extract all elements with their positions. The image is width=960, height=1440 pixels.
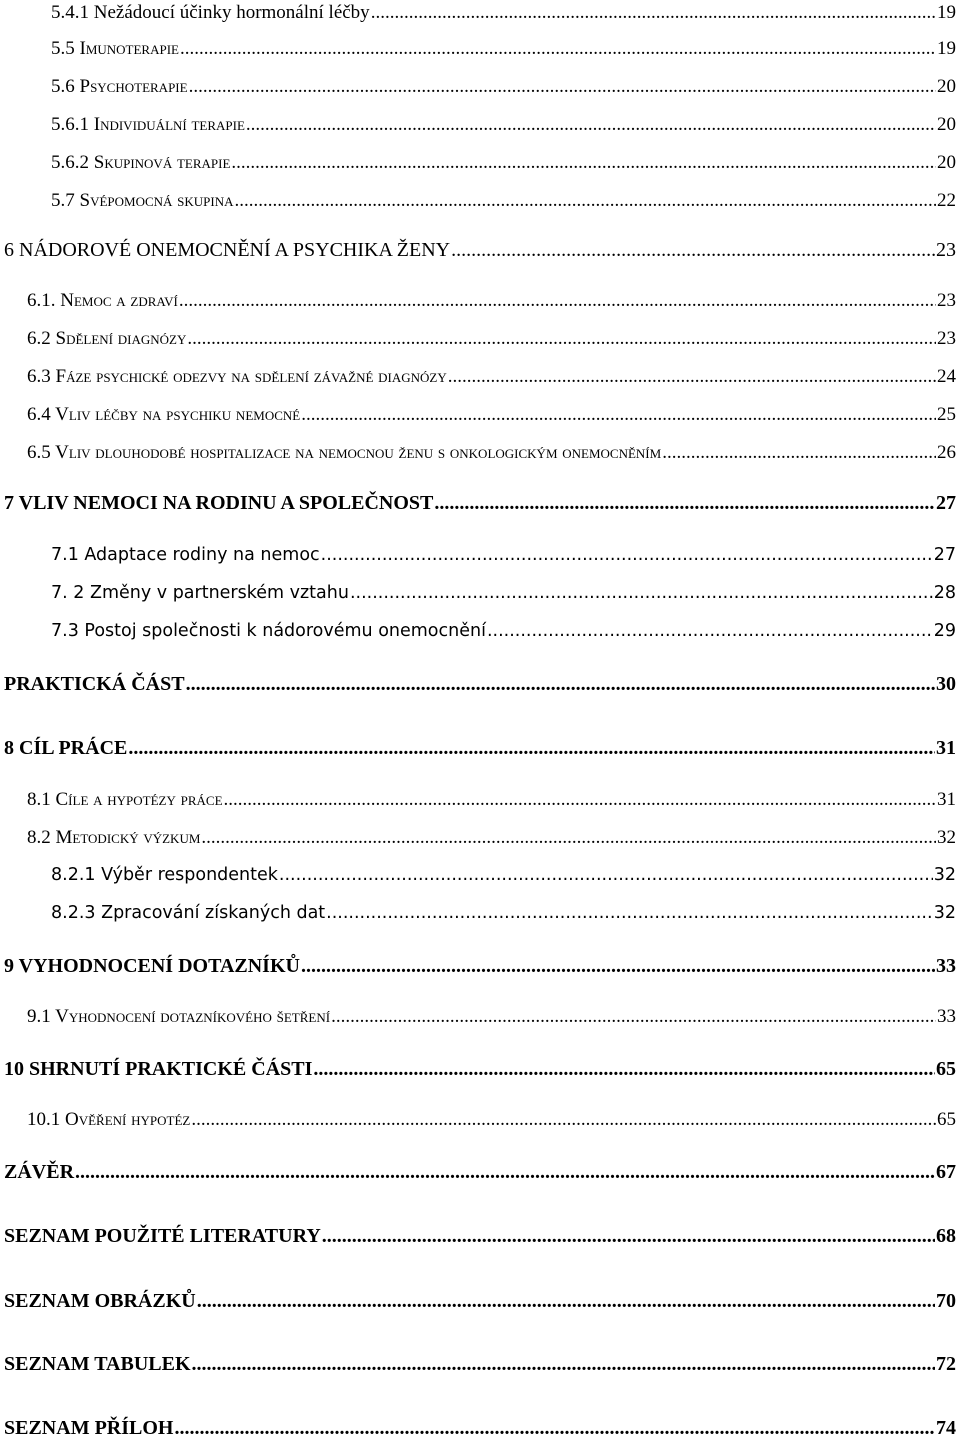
toc-entry-5-6[interactable] <box>51 76 956 98</box>
dot-leader <box>321 545 933 565</box>
toc-entry-7-1[interactable] <box>51 545 956 565</box>
dot-leader <box>192 1353 935 1376</box>
toc-entry-seznam-tabulek[interactable] <box>4 1353 956 1376</box>
toc-entry-title: 6.4 Vliv léčby na psychiku nemocné <box>27 404 301 425</box>
dot-leader <box>128 737 935 760</box>
toc-entry-seznam-literatury[interactable] <box>4 1225 956 1248</box>
toc-entry-title: 6.2 Sdělení diagnózy <box>27 328 187 349</box>
toc-entry-page: 25 <box>937 404 956 425</box>
toc-entry-page: 27 <box>936 492 956 514</box>
toc-entry-seznam-priloh[interactable] <box>4 1417 956 1440</box>
dot-leader <box>174 1417 935 1440</box>
dot-leader <box>201 827 936 849</box>
toc-entry-title: 5.6 Psychoterapie <box>51 76 188 97</box>
toc-entry-page: 23 <box>937 328 956 349</box>
toc-entry-page: 67 <box>936 1161 956 1183</box>
toc-entry-6-4[interactable] <box>27 404 956 426</box>
toc-entry-page: 24 <box>937 366 956 387</box>
dot-leader <box>235 190 936 212</box>
dot-leader <box>75 1161 935 1184</box>
dot-leader <box>322 1225 935 1248</box>
toc-entry-title: 8.2.1 Výběr respondentek <box>51 865 278 885</box>
toc-entry-page: 74 <box>936 1417 956 1439</box>
toc-entry-page: 32 <box>937 827 956 848</box>
toc-entry-prakticka-cast[interactable] <box>4 673 956 696</box>
toc-entry-page: 68 <box>936 1225 956 1247</box>
toc-entry-title: 8 CÍL PRÁCE <box>4 737 128 759</box>
toc-entry-page: 33 <box>936 955 956 977</box>
toc-entry-page: 70 <box>936 1290 956 1312</box>
toc-entry-6-1[interactable] <box>27 290 956 312</box>
toc-entry-title: 5.6.2 Skupinová terapie <box>51 152 231 173</box>
dot-leader <box>231 152 936 174</box>
toc-entry-5-5[interactable] <box>51 38 956 60</box>
toc-entry-page: 23 <box>937 290 956 311</box>
toc-entry-page: 20 <box>937 114 956 135</box>
dot-leader <box>246 114 936 136</box>
toc-entry-10[interactable] <box>4 1058 956 1081</box>
toc-entry-title: 7. 2 Změny v partnerském vztahu <box>51 583 349 603</box>
toc-entry-title: PRAKTICKÁ ČÁST <box>4 673 185 695</box>
toc-entry-page: 31 <box>936 737 956 759</box>
toc-entry-page: 20 <box>937 76 956 97</box>
dot-leader <box>301 404 936 426</box>
toc-entry-title: 5.4.1 Nežádoucí účinky hormonální léčby <box>51 2 370 23</box>
toc-entry-page: 33 <box>937 1006 956 1027</box>
dot-leader <box>301 955 935 978</box>
dot-leader <box>279 865 933 885</box>
dot-leader <box>350 583 933 603</box>
toc-entry-title: 7 VLIV NEMOCI NA RODINU A SPOLEČNOST <box>4 492 434 514</box>
toc-entry-title: SEZNAM OBRÁZKŮ <box>4 1290 196 1312</box>
dot-leader <box>451 239 935 262</box>
toc-entry-title: 8.1 Cíle a hypotézy práce <box>27 789 223 810</box>
toc-entry-title: 10 SHRNUTÍ PRAKTICKÉ ČÁSTI <box>4 1058 313 1080</box>
toc-entry-8-1[interactable] <box>27 789 956 811</box>
toc-entry-9-1[interactable] <box>27 1006 956 1028</box>
dot-leader <box>331 1006 936 1028</box>
dot-leader <box>180 38 936 60</box>
toc-entry-page: 22 <box>937 190 956 211</box>
toc-entry-title: 6.1. Nemoc a zdraví <box>27 290 178 311</box>
toc-entry-5-6-1[interactable] <box>51 114 956 136</box>
toc-entry-5-7[interactable] <box>51 190 956 212</box>
toc-entry-title: 6 NÁDOROVÉ ONEMOCNĚNÍ A PSYCHIKA ŽENY <box>4 239 451 261</box>
dot-leader <box>224 789 936 811</box>
toc-entry-page: 31 <box>937 789 956 810</box>
toc-entry-title: SEZNAM POUŽITÉ LITERATURY <box>4 1225 321 1247</box>
toc-entry-title: 10.1 Ověření hypotéz <box>27 1109 191 1130</box>
toc-entry-7[interactable] <box>4 492 956 515</box>
dot-leader <box>186 673 935 696</box>
toc-entry-title: 6.3 Fáze psychické odezvy na sdělení závažné diagnózy <box>27 366 447 387</box>
toc-entry-title: 9.1 Vyhodnocení dotazníkového šetření <box>27 1006 331 1027</box>
dot-leader <box>189 76 936 98</box>
toc-entry-6-3[interactable] <box>27 366 956 388</box>
toc-entry-5-6-2[interactable] <box>51 152 956 174</box>
toc-entry-page: 65 <box>936 1058 956 1080</box>
toc-entry-page: 23 <box>936 239 956 261</box>
toc-entry-title: 5.7 Svépomocná skupina <box>51 190 234 211</box>
toc-entry-page: 32 <box>933 903 956 923</box>
dot-leader <box>187 328 936 350</box>
toc-entry-seznam-obrazku[interactable] <box>4 1290 956 1313</box>
toc-entry-title: 7.3 Postoj společnosti k nádorovému onemocnění <box>51 621 486 641</box>
toc-entry-6-2[interactable] <box>27 328 956 350</box>
dot-leader <box>191 1109 936 1131</box>
toc-entry-6[interactable] <box>4 239 956 262</box>
toc-entry-page: 20 <box>937 152 956 173</box>
toc-entry-page: 65 <box>937 1109 956 1130</box>
toc-entry-title: 8.2 Metodický výzkum <box>27 827 201 848</box>
toc-entry-page: 27 <box>933 545 956 565</box>
toc-entry-page: 19 <box>937 38 956 59</box>
toc-entry-zaver[interactable] <box>4 1161 956 1184</box>
toc-entry-page: 32 <box>933 865 956 885</box>
toc-entry-title: 9 VYHODNOCENÍ DOTAZNÍKŮ <box>4 955 300 977</box>
toc-entry-title: 8.2.3 Zpracování získaných dat <box>51 903 326 923</box>
toc-entry-page: 29 <box>933 621 956 641</box>
toc-entry-page: 19 <box>937 2 956 23</box>
toc-entry-title: 7.1 Adaptace rodiny na nemoc <box>51 545 320 565</box>
toc-entry-7-2[interactable] <box>51 583 956 603</box>
dot-leader <box>448 366 936 388</box>
toc-entry-5-4-1[interactable] <box>51 2 956 24</box>
toc-entry-7-3[interactable] <box>51 621 956 641</box>
toc-entry-8[interactable] <box>4 737 956 760</box>
toc-entry-title: 5.5 Imunoterapie <box>51 38 179 59</box>
toc-entry-9[interactable] <box>4 955 956 978</box>
toc-entry-page: 72 <box>936 1353 956 1375</box>
dot-leader <box>326 903 933 923</box>
dot-leader <box>487 621 933 641</box>
toc-entry-title: SEZNAM TABULEK <box>4 1353 191 1375</box>
toc-entry-page: 30 <box>936 673 956 695</box>
toc-entry-8-2-3[interactable] <box>51 903 956 923</box>
dot-leader <box>179 290 936 312</box>
toc-entry-10-1[interactable] <box>27 1109 956 1131</box>
dot-leader <box>313 1058 935 1081</box>
toc-entry-6-5[interactable] <box>27 442 956 464</box>
dot-leader <box>197 1290 935 1313</box>
toc-entry-title: 6.5 Vliv dlouhodobé hospitalizace na nemocnou ženu s onkologickým onemocněním <box>27 442 662 463</box>
toc-entry-title: 5.6.1 Individuální terapie <box>51 114 245 135</box>
dot-leader <box>662 442 936 464</box>
toc-entry-title: SEZNAM PŘÍLOH <box>4 1417 174 1439</box>
toc-entry-title: ZÁVĚR <box>4 1161 75 1183</box>
toc-entry-8-2[interactable] <box>27 827 956 849</box>
dot-leader <box>434 492 935 515</box>
toc-entry-8-2-1[interactable] <box>51 865 956 885</box>
toc-entry-page: 26 <box>937 442 956 463</box>
dot-leader <box>371 2 936 24</box>
toc-entry-page: 28 <box>933 583 956 603</box>
